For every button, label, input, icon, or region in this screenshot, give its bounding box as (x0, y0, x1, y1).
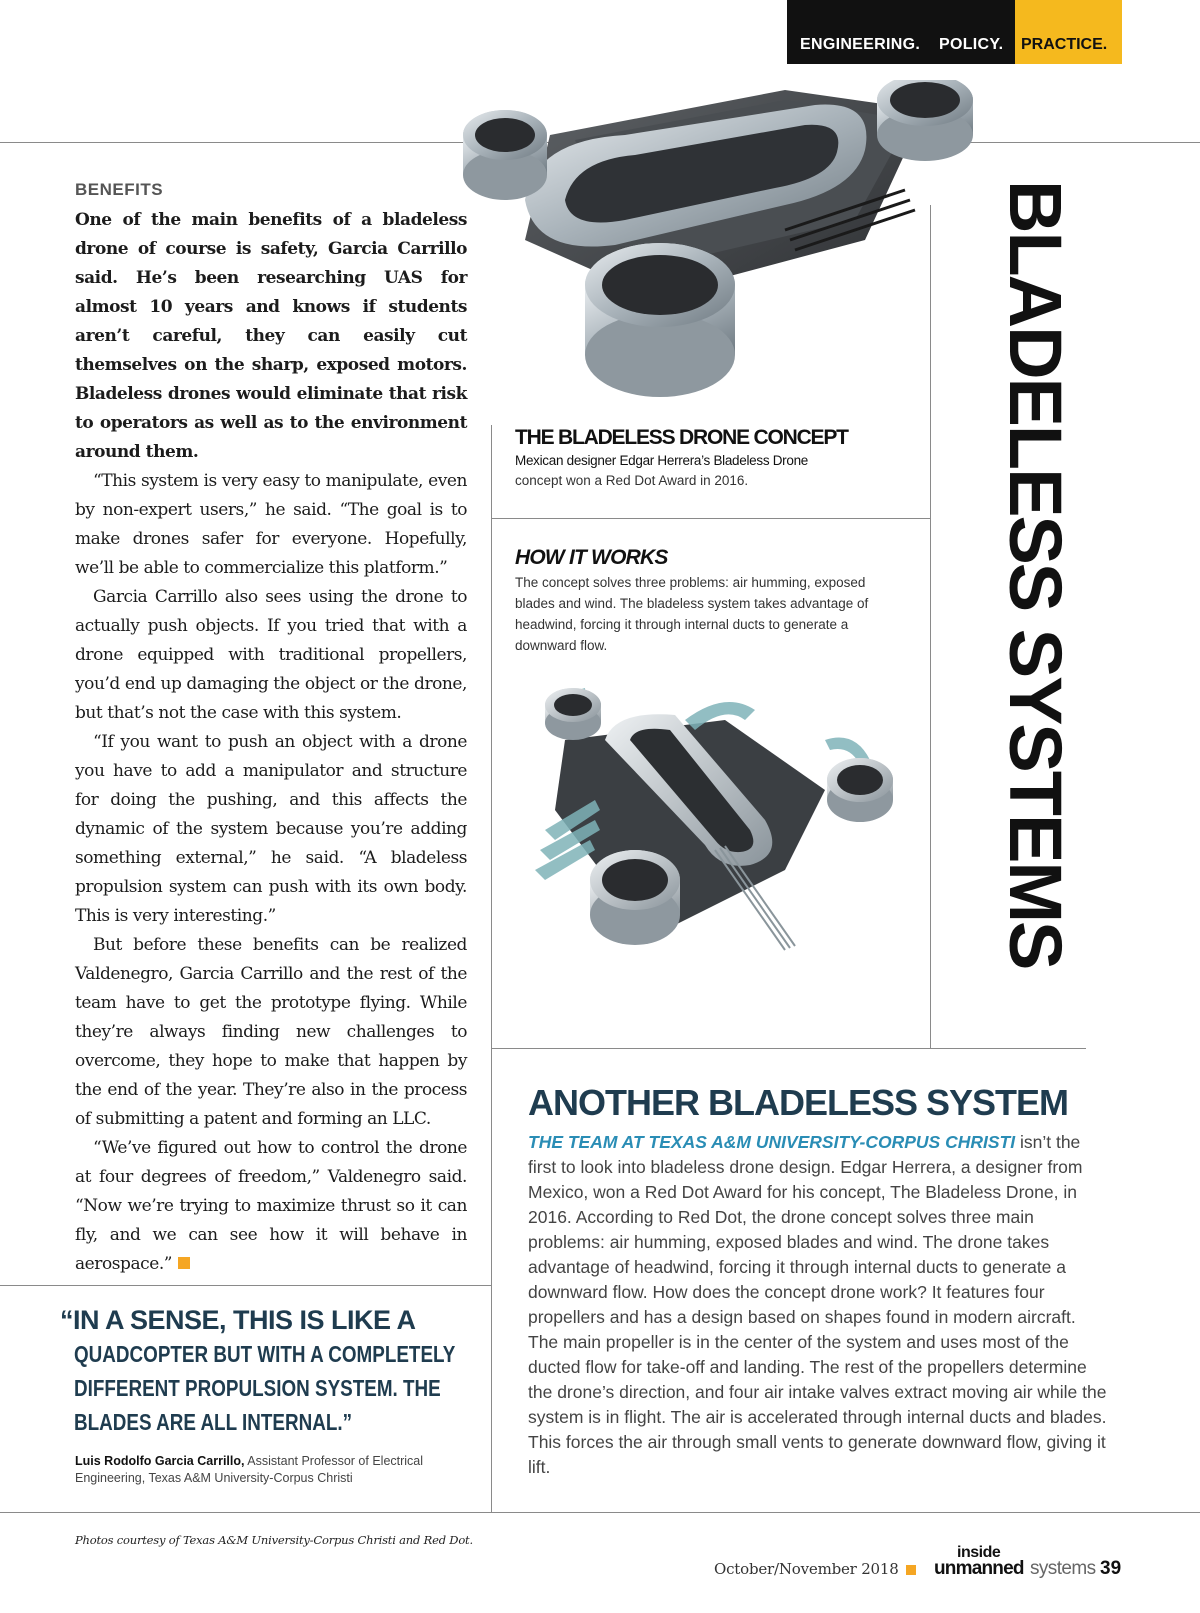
pull-quote-rest: QUADCOPTER BUT WITH A COMPLETELY DIFFERENT PROPULSION SYSTEM. THE BLADES ARE ALL INTERNAL.” (74, 1341, 456, 1435)
article-body (75, 180, 467, 1279)
pull-quote-attribution (75, 1453, 475, 1487)
footer-rule (0, 1512, 1200, 1513)
page-footer (714, 1544, 1134, 1580)
vertical-section-title (994, 180, 1077, 1000)
attribution-title: Assistant Professor of Electrical Engineering, Texas A&M University-Corpus Christi (75, 1454, 424, 1485)
sidebar-body (528, 1130, 1108, 1480)
end-of-article-mark (178, 1257, 190, 1269)
section-tag-bar (787, 0, 1122, 64)
attribution-name: Luis Rodolfo Garcia Carrillo, (75, 1454, 245, 1468)
pull-quote-line1: “IN A SENSE, THIS IS LIKE A (60, 1305, 416, 1335)
figure-caption-title: THE BLADELESS DRONE CONCEPT (515, 426, 848, 449)
paragraph-6-text: “We’ve figured out how to control the drone at four degrees of freedom,” Valdenegro said. “Now we’re trying to maximize thrust so it can fly, and we can see how it will behave in aerospace.” (75, 1138, 467, 1274)
sidebar-heading: ANOTHER BLADELESS SYSTEM (528, 1082, 1069, 1123)
page-number: 39 (1100, 1558, 1122, 1579)
sidebar-top-rule (491, 1048, 1086, 1049)
photo-credit: Photos courtesy of Texas A&M University-Corpus Christi and Red Dot. (75, 1533, 473, 1547)
tag-practice: PRACTICE. (1021, 36, 1108, 53)
paragraph-1 (75, 206, 467, 467)
paragraph-5: But before these benefits can be realized Valdenegro, Garcia Carrillo and the rest of the team have to get the prototype flying. While they’re always finding new challenges to overcome, they hope to make that happen by the end of the year. They’re also in the process of submitting a patent and forming an LLC. (75, 935, 467, 1129)
paragraph-6 (75, 1134, 467, 1279)
tag-practice-highlight (1015, 0, 1122, 64)
sidebar-text: isn’t the first to look into bladeless drone design. Edgar Herrera, a designer from Mexico, won a Red Dot Award for his concept, The Bladeless Drone, in 2016. According to Red Dot, the drone concept solves three main problems: air humming, exposed blades and wind. The drone takes advantage of headwind, forcing it through internal ducts to generate a downward flow. How does the concept drone work? It features four propellers and has a design based on shapes found in modern aircraft. The main propeller is in the center of the system and uses most of the ducted flow for take-off and landing. The rest of the propellers determine the drone’s direction, and four air intake valves extract moving air while the system is in flight. The air is accelerated through internal ducts and blades. This forces the air through small vents to generate downward flow, giving it lift. (528, 1132, 1107, 1477)
brand-logo-inside: inside (957, 1544, 1001, 1561)
brand-logo-unmanned: unmanned (934, 1558, 1024, 1579)
paragraph-3: Garcia Carrillo also sees using the drone to actually push objects. If you tried that with a drone equipped with traditional propellers, you’d end up damaging the object or the drone, but that’s not the case with this system. (75, 587, 467, 723)
sidebar-lead-in: THE TEAM AT TEXAS A&M UNIVERSITY-CORPUS CHRISTI (528, 1132, 1016, 1152)
airflow-diagram (525, 680, 920, 980)
left-column-divider (491, 425, 492, 1513)
tag-policy: POLICY. (939, 36, 1004, 53)
pullquote-top-rule (0, 1285, 491, 1286)
issue-date: October/November 2018 (714, 1560, 899, 1578)
figure-caption-line1: Mexican designer Edgar Herrera’s Bladeless Drone (515, 453, 809, 468)
section-head-benefits: BENEFITS (75, 180, 164, 199)
bladeless-drone-render (455, 80, 1005, 425)
how-it-works-text: The concept solves three problems: air humming, exposed blades and wind. The bladeless system takes advantage of headwind, forcing it through internal ducts to generate a downward flow. (515, 575, 869, 653)
pull-quote (60, 1303, 460, 1487)
brand-logo-systems: systems (1030, 1558, 1096, 1579)
paragraph-1-text: One of the main benefits of a bladeless drone of course is safety, Garcia Carrillo said. He’s been researching UAS for almost 10 years and knows if students aren’t careful, they can easily cut themselves on the sharp, exposed motors. Bladeless drones would eliminate that risk to operators as well as to the environment around them. (75, 210, 467, 462)
caption-bottom-rule (491, 518, 930, 519)
figure-caption-line2: concept won a Red Dot Award in 2016. (515, 473, 749, 488)
how-it-works-heading: HOW IT WORKS (515, 546, 668, 569)
paragraph-4: “If you want to push an object with a drone you have to add a manipulator and structure for doing the pushing, and this affects the dynamic of the system because you’re adding something external,” he said. “A bladeless propulsion system can push with its own body. This is very interesting.” (75, 732, 467, 926)
paragraph-2: “This system is very easy to manipulate, even by non-expert users,” he said. “The goal is to make drones safer for everyone. Hopefully, we’ll be able to commercialize this platform.” (75, 471, 467, 578)
tag-engineering: ENGINEERING. (800, 36, 921, 53)
vertical-title-text: BLADELESS SYSTEMS (994, 180, 1077, 969)
footer-square-mark (906, 1565, 916, 1575)
